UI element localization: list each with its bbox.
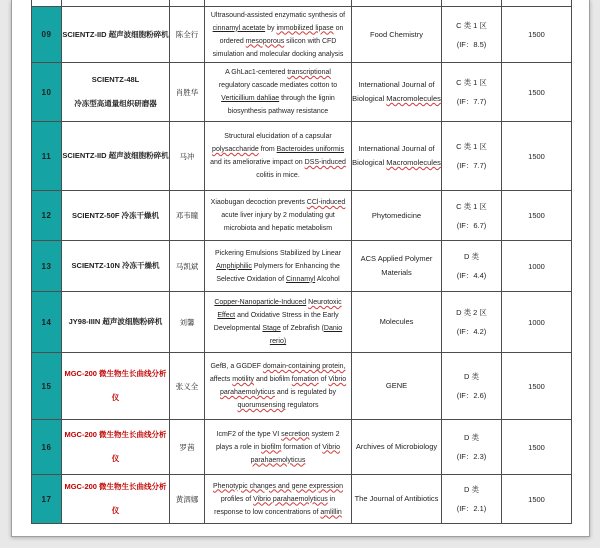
- text-segment: system 2: [309, 430, 340, 438]
- class-line: (IF：7.7): [456, 161, 487, 170]
- text-segment: Neurotoxic: [308, 299, 342, 306]
- text-segment: amlillin: [320, 508, 342, 516]
- table-row: [32, 420, 572, 475]
- text-segment: Xiaobugan decoction prevents: [210, 199, 307, 206]
- class-line: D 类: [464, 485, 479, 494]
- text-segment: quorumsensing: [237, 402, 286, 409]
- instrument-cell: [62, 191, 170, 241]
- text-segment: parahaemolyticus: [220, 389, 275, 396]
- instrument-line: 仪: [111, 454, 120, 463]
- class-line: (IF：6.7): [456, 220, 487, 230]
- text-segment: of Zebrafish (: [280, 325, 324, 332]
- text-segment: fomation: [291, 376, 319, 383]
- table-row: [32, 241, 572, 292]
- person-cell: 马凯斌: [170, 241, 205, 292]
- journal-cell: [352, 353, 442, 420]
- class-line: (IF：2.6): [456, 391, 487, 400]
- text-segment: biofilm: [261, 443, 282, 451]
- person-cell: 马冲: [170, 122, 205, 191]
- journal-line: [352, 440, 441, 454]
- class-cell: [442, 420, 502, 475]
- text-segment: Polymers for Enhancing the: [251, 262, 340, 270]
- text-segment: and its ameliorative impact on: [210, 159, 305, 166]
- text-segment: through the lignin: [279, 95, 335, 102]
- journal-line: [352, 492, 441, 506]
- text-segment: Selective Oxidation of: [216, 275, 286, 283]
- class-cell: [442, 241, 502, 292]
- document-page: [11, 0, 590, 537]
- text-segment: response to low concentrations of: [214, 508, 321, 516]
- row-number-cell: 11: [32, 122, 62, 191]
- journal-cell: [352, 191, 442, 241]
- amount-cell: 1000: [502, 292, 572, 353]
- text-segment: cinnamyl acetate: [212, 24, 266, 32]
- text-segment: Archives of Microbiology: [355, 442, 438, 451]
- table-row: [32, 122, 572, 191]
- text-segment: Phytomedicine: [371, 210, 422, 220]
- paper-title-line: [205, 48, 351, 61]
- instrument-cell: [62, 292, 170, 353]
- instrument-cell: [62, 63, 170, 122]
- instrument-line: MGC-200 微生物生长曲线分析: [64, 369, 167, 378]
- text-segment: Cinnamyl: [285, 275, 316, 283]
- text-segment: of: [318, 376, 329, 383]
- table-row: [32, 292, 572, 353]
- paper-title-cell: [205, 63, 352, 122]
- class-line: (IF：2.1): [456, 504, 487, 513]
- paper-title-line: [205, 335, 351, 348]
- paper-title-line: [205, 222, 351, 235]
- class-line: D 类: [464, 372, 479, 381]
- paper-title-cell: [205, 292, 352, 353]
- paper-title-line: [205, 273, 351, 286]
- text-segment: regulators: [285, 402, 319, 409]
- row-number-cell: 12: [32, 191, 62, 241]
- class-line: D 类: [464, 433, 479, 442]
- table-row: [32, 353, 572, 420]
- text-segment: Verticillium dahliae: [221, 95, 280, 102]
- person-cell: 刘馨: [170, 292, 205, 353]
- amount-cell: 1500: [502, 353, 572, 420]
- text-segment: affects: [209, 376, 233, 383]
- table-row: [32, 7, 572, 63]
- text-segment: IcmF2 of the type VI: [216, 430, 282, 438]
- paper-title-line: [205, 493, 351, 506]
- amount-cell: 1500: [502, 475, 572, 524]
- paper-title-line: [205, 169, 351, 182]
- journal-line: [352, 209, 441, 223]
- row-number-cell: 13: [32, 241, 62, 292]
- person-cell: 陈全行: [170, 7, 205, 63]
- table-row: [32, 63, 572, 122]
- text-segment: profiles of: [220, 495, 254, 503]
- text-segment: silicon with CFD: [284, 37, 337, 45]
- text-segment: rerio): [269, 338, 287, 345]
- table-row: [32, 191, 572, 241]
- class-cell: [442, 353, 502, 420]
- paper-title-cell: [205, 122, 352, 191]
- paper-title-line: [205, 105, 351, 118]
- paper-title-line: [205, 9, 351, 22]
- text-segment: acute liver injury by 2 modulating gut: [221, 212, 335, 219]
- paper-title-line: [205, 79, 351, 92]
- paper-title-line: [205, 247, 351, 260]
- paper-title-line: [205, 92, 351, 105]
- journal-line: [352, 78, 441, 92]
- class-line: D 类 2 区: [456, 308, 487, 317]
- paper-title-line: [205, 66, 351, 79]
- instrument-line: SCIENTZ-48L: [91, 75, 140, 84]
- instrument-line: SCIENTZ-IID 超声波细胞粉碎机: [62, 29, 169, 39]
- text-segment: parahaemolyticus: [250, 456, 306, 464]
- paper-title-line: [205, 130, 351, 143]
- paper-title-line: [205, 260, 351, 273]
- text-segment: International Journal of: [358, 80, 435, 89]
- row-number-cell: 10: [32, 63, 62, 122]
- text-segment: colitis in mice.: [256, 172, 300, 179]
- text-segment: simulation and molecular docking analysis: [212, 50, 344, 58]
- text-segment: The Journal of Antibiotics: [354, 494, 439, 503]
- instrument-cell: [62, 353, 170, 420]
- class-cell: [442, 292, 502, 353]
- row-number-cell: 09: [32, 7, 62, 63]
- instrument-cell: [62, 420, 170, 475]
- instrument-cell: [62, 122, 170, 191]
- text-segment: DSS-induced: [304, 159, 346, 166]
- instrument-line: SCIENTZ-10N 冷冻干燥机: [71, 261, 160, 270]
- class-line: C 类 1 区: [456, 142, 487, 151]
- paper-title-cell: [205, 475, 352, 524]
- class-line: C 类 1 区: [456, 78, 487, 87]
- text-segment: Amphiphilic: [216, 262, 252, 270]
- paper-title-cell: [205, 420, 352, 475]
- amount-cell: 1500: [502, 191, 572, 241]
- text-segment: Materials: [381, 268, 412, 277]
- text-segment: by: [265, 24, 277, 32]
- paper-title-line: [205, 196, 351, 209]
- journal-cell: [352, 7, 442, 63]
- paper-title-line: [205, 373, 351, 386]
- instrument-line: SCIENTZ-50F 冷冻干燥机: [71, 210, 160, 220]
- class-cell: [442, 63, 502, 122]
- text-segment: International Journal of: [358, 144, 435, 153]
- text-segment: CCl-induced: [306, 199, 346, 206]
- class-line: (IF：2.3): [456, 452, 487, 461]
- text-segment: Alcohol: [315, 275, 340, 283]
- instrument-line: JY98-IIIN 超声波细胞粉碎机: [68, 317, 163, 326]
- paper-title-cell: [205, 241, 352, 292]
- journal-line: [352, 315, 441, 329]
- instrument-line: 冷冻型高通量组织研磨器: [74, 99, 157, 108]
- text-segment: Phenotypic changes and gene expression: [213, 482, 343, 490]
- journal-line: [352, 28, 441, 42]
- instrument-line: 仪: [111, 506, 120, 515]
- text-segment: Effect: [217, 312, 236, 319]
- text-segment: GefB, a GGDEF: [210, 363, 263, 370]
- text-segment: A GhLac1-centered: [225, 69, 288, 76]
- text-segment: polysaccharide: [212, 146, 259, 153]
- paper-title-line: [205, 322, 351, 335]
- class-cell: [442, 191, 502, 241]
- paper-title-line: [205, 399, 351, 412]
- text-segment: Copper-Nanoparticle-Induced: [214, 299, 307, 306]
- text-segment: Food Chemistry: [370, 29, 423, 39]
- paper-title-line: [205, 386, 351, 399]
- class-line: D 类: [464, 252, 479, 261]
- amount-cell: 1500: [502, 63, 572, 122]
- person-cell: 罗茜: [170, 420, 205, 475]
- text-segment: Pickering Emulsions Stabilized by Linear: [214, 249, 342, 257]
- journal-line: [352, 142, 441, 156]
- text-segment: regulatory cascade mediates cotton to: [218, 82, 338, 89]
- text-segment: microbiota and hepatic metabolism: [223, 225, 333, 232]
- journal-cell: [352, 63, 442, 122]
- text-segment: Molecules: [379, 317, 414, 326]
- journal-line: [352, 266, 441, 280]
- instrument-line: 仪: [111, 393, 120, 402]
- amount-cell: 1000: [502, 241, 572, 292]
- text-segment: transcriptional: [287, 69, 331, 76]
- text-segment: Stage: [262, 325, 281, 332]
- paper-title-line: [205, 480, 351, 493]
- paper-title-line: [205, 22, 351, 35]
- text-segment: on: [333, 24, 344, 32]
- paper-title-cell: [205, 191, 352, 241]
- paper-title-cell: [205, 353, 352, 420]
- paper-title-line: [205, 454, 351, 467]
- text-segment: Vibrio: [322, 443, 340, 451]
- journal-cell: [352, 292, 442, 353]
- class-line: C 类 1 区: [456, 20, 487, 30]
- text-segment: in: [327, 495, 336, 503]
- paper-title-line: [205, 143, 351, 156]
- row-number-cell: 15: [32, 353, 62, 420]
- text-segment: Structural elucidation of a capsular: [224, 133, 332, 140]
- row-number-cell: 17: [32, 475, 62, 524]
- journal-line: [352, 92, 441, 106]
- instrument-line: MGC-200 微生物生长曲线分析: [64, 430, 167, 439]
- class-line: C 类 1 区: [456, 201, 487, 211]
- instrument-line: MGC-200 微生物生长曲线分析: [64, 482, 167, 491]
- paper-title-line: [205, 360, 351, 373]
- text-segment: mesoporous: [245, 37, 285, 45]
- class-line: (IF：4.2): [456, 327, 487, 336]
- text-segment: ordered: [219, 37, 246, 45]
- text-segment: plays a role in: [215, 443, 262, 451]
- class-line: (IF：7.7): [456, 97, 487, 106]
- person-cell: 肖胜华: [170, 63, 205, 122]
- paper-title-line: [205, 441, 351, 454]
- journal-cell: [352, 241, 442, 292]
- instrument-line: SCIENTZ-IID 超声波细胞粉碎机: [62, 151, 169, 160]
- amount-cell: 1500: [502, 420, 572, 475]
- class-cell: [442, 7, 502, 63]
- text-segment: Macromolecules: [386, 94, 441, 103]
- text-segment: domain-containing protein,: [263, 363, 346, 370]
- journal-cell: [352, 475, 442, 524]
- instrument-cell: [62, 7, 170, 63]
- amount-cell: 1500: [502, 122, 572, 191]
- table-row: [32, 475, 572, 524]
- text-segment: Macromolecules: [386, 158, 441, 167]
- text-segment: Bacteroides uniformis: [276, 146, 344, 153]
- journal-cell: [352, 420, 442, 475]
- journal-cell: [352, 122, 442, 191]
- text-segment: and is regulated by: [274, 389, 336, 396]
- journal-line: [352, 379, 441, 393]
- journal-line: [352, 156, 441, 170]
- class-line: (IF：4.4): [456, 271, 487, 280]
- paper-title-line: [205, 35, 351, 48]
- paper-title-line: [205, 428, 351, 441]
- text-segment: ACS Applied Polymer: [360, 254, 433, 263]
- amount-cell: 1500: [502, 7, 572, 63]
- person-cell: 张义全: [170, 353, 205, 420]
- class-cell: [442, 475, 502, 524]
- instrument-cell: [62, 241, 170, 292]
- paper-title-line: [205, 156, 351, 169]
- award-table: [31, 0, 572, 524]
- text-segment: Ultrasound-assisted enzymatic synthesis of: [210, 11, 346, 19]
- class-line: (IF：8.5): [456, 39, 487, 49]
- paper-title-cell: [205, 7, 352, 63]
- text-segment: Biological: [352, 158, 387, 167]
- text-segment: GENE: [385, 381, 408, 390]
- text-segment: immobilized lipase: [276, 24, 334, 32]
- row-number-cell: 16: [32, 420, 62, 475]
- paper-title-line: [205, 209, 351, 222]
- text-segment: formation of: [281, 443, 323, 451]
- row-number-cell: 14: [32, 292, 62, 353]
- instrument-cell: [62, 475, 170, 524]
- text-segment: Vibrio parahaemolyticus: [253, 495, 328, 503]
- paper-title-line: [205, 506, 351, 519]
- text-segment: biosynthesis pathway resistance: [227, 108, 329, 115]
- text-segment: from: [258, 146, 277, 153]
- text-segment: secretion: [281, 430, 310, 438]
- paper-title-line: [205, 309, 351, 322]
- class-cell: [442, 122, 502, 191]
- journal-line: [352, 252, 441, 266]
- text-segment: Developmental: [213, 325, 263, 332]
- text-segment: Biological: [352, 94, 387, 103]
- text-segment: and biofilm: [254, 376, 292, 383]
- text-segment: Vibrio: [328, 376, 347, 383]
- person-cell: 邓韦瞳: [170, 191, 205, 241]
- person-cell: 黄泗娜: [170, 475, 205, 524]
- text-segment: and Oxidative Stress in the Early: [235, 312, 339, 319]
- text-segment: Danio: [323, 325, 343, 332]
- text-segment: motility: [232, 376, 255, 383]
- paper-title-line: [205, 296, 351, 309]
